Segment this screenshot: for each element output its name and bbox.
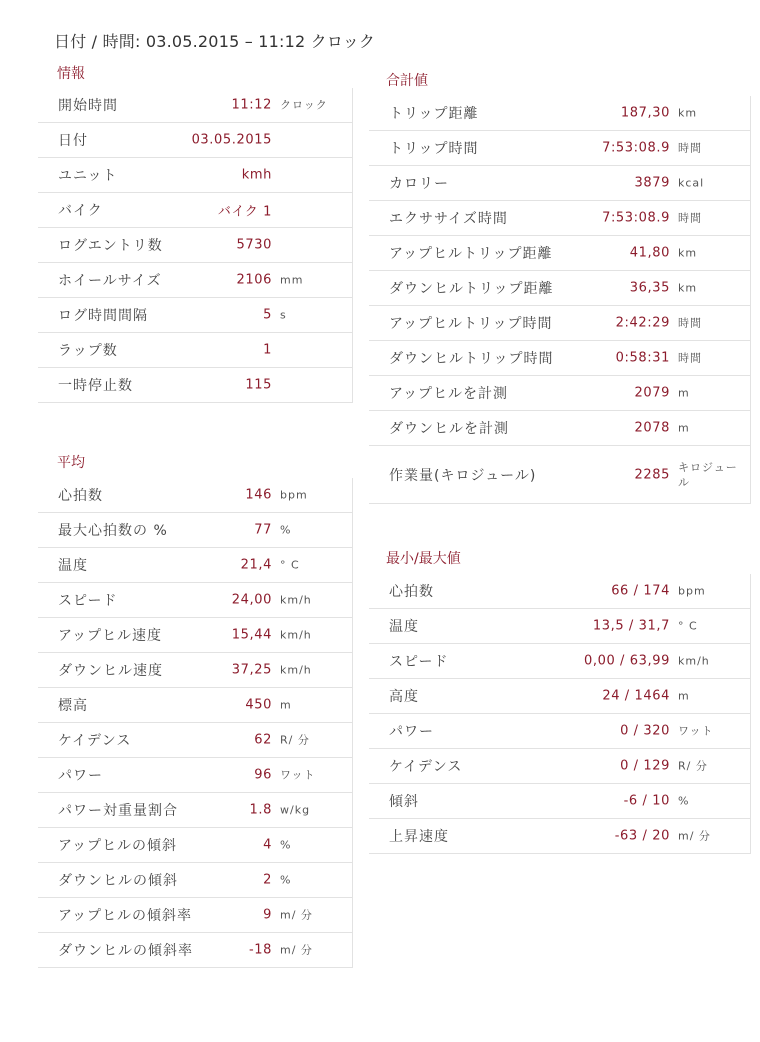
row-label: スピード: [389, 654, 449, 670]
average-row: [38, 898, 353, 933]
row-value: 37,25: [231, 662, 272, 678]
row-label: アップヒルを計測: [389, 386, 509, 402]
average-row: [38, 653, 353, 688]
row-label: アップヒル速度: [58, 628, 163, 644]
row-value: 9: [263, 907, 272, 923]
info-row: [38, 228, 353, 263]
totals-row: [369, 96, 751, 131]
minmax-row: [369, 644, 751, 679]
row-value: 2: [263, 872, 272, 888]
info-table: [38, 88, 353, 403]
row-label: ログエントリ数: [58, 238, 163, 254]
row-value: 13,5 / 31,7: [592, 618, 670, 634]
minmax-row: [369, 784, 751, 819]
row-value: 21,4: [240, 557, 272, 573]
row-label: スピード: [58, 593, 118, 609]
minmax-row: [369, 714, 751, 749]
average-row: [38, 618, 353, 653]
average-row: [38, 723, 353, 758]
totals-row: [369, 376, 751, 411]
row-label: 最大心拍数の %: [58, 523, 168, 539]
average-row: [38, 863, 353, 898]
row-value: -6 / 10: [623, 793, 670, 809]
row-value: 5730: [236, 237, 272, 253]
info-row: [38, 123, 353, 158]
minmax-row: [369, 574, 751, 609]
average-row: [38, 758, 353, 793]
row-label: トリップ距離: [389, 106, 479, 122]
info-row: [38, 263, 353, 298]
row-unit: m: [678, 689, 690, 703]
totals-row: [369, 411, 751, 446]
row-value: 2078: [634, 420, 670, 436]
totals-section-title: 合計値: [386, 73, 428, 89]
row-value: -63 / 20: [614, 828, 670, 844]
row-value: 66 / 174: [611, 583, 670, 599]
row-value: 41,80: [629, 245, 670, 261]
row-label: ケイデンス: [389, 759, 463, 775]
info-row: [38, 368, 353, 403]
row-unit: 時間: [678, 351, 702, 365]
info-row: [38, 298, 353, 333]
totals-row: [369, 306, 751, 341]
row-label: アップヒルの傾斜: [58, 838, 178, 854]
info-row: [38, 158, 353, 193]
row-label: 一時停止数: [58, 378, 133, 394]
average-row: [38, 478, 353, 513]
page-title: 日付 / 時間: 03.05.2015 – 11:12 クロック: [54, 32, 376, 51]
row-value: 187,30: [620, 105, 670, 121]
row-label: 心拍数: [58, 488, 103, 504]
row-label: ダウンヒルトリップ距離: [389, 281, 554, 297]
row-label: 開始時間: [58, 98, 118, 114]
row-value: 15,44: [231, 627, 272, 643]
row-label: パワー対重量割合: [58, 803, 178, 819]
row-label: エクササイズ時間: [389, 211, 508, 227]
row-value: 0 / 129: [620, 758, 670, 774]
row-unit: m/ 分: [678, 829, 711, 843]
row-value: 24,00: [231, 592, 272, 608]
row-label: 作業量(キロジュール): [389, 467, 537, 484]
totals-row: [369, 271, 751, 306]
row-unit: キロジュール: [678, 460, 738, 489]
info-row: [38, 193, 353, 228]
row-value: 5: [263, 307, 272, 323]
row-label: 標高: [58, 698, 88, 714]
row-value: 11:12: [231, 97, 272, 113]
row-unit: km/h: [280, 628, 312, 642]
row-label: アップヒルトリップ距離: [389, 246, 553, 262]
minmax-section-title: 最小/最大値: [386, 551, 461, 567]
average-row: [38, 828, 353, 863]
row-unit: w/kg: [280, 803, 311, 817]
row-label: ラップ数: [58, 343, 118, 359]
row-unit: ° C: [280, 558, 300, 572]
row-unit: R/ 分: [280, 733, 310, 747]
row-unit: 時間: [678, 316, 702, 330]
row-unit: クロック: [280, 98, 328, 112]
info-row: [38, 88, 353, 123]
average-row: [38, 513, 353, 548]
row-value: 36,35: [629, 280, 670, 296]
row-label: トリップ時間: [389, 141, 479, 157]
row-unit: R/ 分: [678, 759, 708, 773]
row-unit: m: [280, 698, 292, 712]
row-unit: km/h: [678, 654, 710, 668]
average-section-title: 平均: [57, 455, 85, 471]
row-value: バイク 1: [217, 204, 272, 220]
row-value: 77: [254, 522, 272, 538]
row-value: 3879: [634, 175, 670, 191]
row-label: 心拍数: [389, 584, 434, 600]
row-unit: 時間: [678, 211, 702, 225]
totals-row: [369, 131, 751, 166]
minmax-table: [369, 574, 751, 854]
row-label: パワー: [389, 724, 434, 740]
row-unit: s: [280, 308, 287, 322]
average-row: [38, 548, 353, 583]
row-value: 62: [254, 732, 272, 748]
row-value: 0 / 320: [620, 723, 670, 739]
row-unit: 時間: [678, 141, 702, 155]
row-unit: km: [678, 106, 698, 120]
row-label: 日付: [58, 133, 88, 149]
totals-row: [369, 236, 751, 271]
row-unit: m/ 分: [280, 943, 313, 957]
row-value: 2:42:29: [615, 315, 670, 331]
row-unit: ワット: [280, 768, 316, 782]
row-value: 115: [245, 377, 272, 393]
row-value: 2079: [634, 385, 670, 401]
row-value: 1: [263, 342, 272, 358]
row-unit: kcal: [678, 176, 705, 190]
row-value: 146: [245, 487, 272, 503]
totals-row: [369, 446, 751, 504]
row-value: 2285: [634, 467, 670, 482]
row-unit: mm: [280, 273, 304, 287]
totals-row: [369, 201, 751, 236]
row-unit: km/h: [280, 593, 312, 607]
row-unit: bpm: [678, 584, 706, 598]
row-label: 温度: [389, 619, 419, 635]
totals-row: [369, 341, 751, 376]
row-value: 0,00 / 63,99: [583, 653, 670, 669]
row-unit: ° C: [678, 619, 698, 633]
row-unit: km: [678, 281, 698, 295]
info-section-title: 情報: [57, 66, 85, 82]
row-label: アップヒルの傾斜率: [58, 908, 193, 924]
row-label: ログ時間間隔: [58, 308, 148, 324]
row-unit: %: [280, 873, 292, 887]
row-value: 24 / 1464: [602, 688, 670, 704]
row-label: 高度: [389, 689, 419, 705]
totals-table: [369, 96, 751, 504]
row-value: -18: [248, 942, 272, 958]
minmax-row: [369, 679, 751, 714]
row-label: ダウンヒルを計測: [389, 421, 509, 437]
row-label: ホイールサイズ: [58, 273, 162, 289]
row-unit: %: [280, 523, 292, 537]
row-unit: m: [678, 386, 690, 400]
row-label: パワー: [58, 768, 103, 784]
row-unit: ワット: [678, 724, 714, 738]
row-unit: km: [678, 246, 698, 260]
average-row: [38, 688, 353, 723]
row-unit: %: [678, 794, 690, 808]
average-row: [38, 583, 353, 618]
row-value: 7:53:08.9: [602, 140, 670, 156]
row-label: ケイデンス: [58, 733, 132, 749]
average-row: [38, 933, 353, 968]
row-label: バイク: [58, 203, 103, 219]
row-label: ダウンヒルの傾斜: [58, 873, 178, 889]
row-label: 上昇速度: [389, 829, 449, 845]
row-label: 傾斜: [389, 794, 419, 810]
row-label: ダウンヒルトリップ時間: [389, 351, 554, 367]
average-row: [38, 793, 353, 828]
row-label: ダウンヒル速度: [58, 663, 163, 679]
row-value: 0:58:31: [615, 350, 670, 366]
row-label: アップヒルトリップ時間: [389, 316, 553, 332]
row-label: ユニット: [58, 168, 118, 184]
minmax-row: [369, 609, 751, 644]
row-value: 7:53:08.9: [602, 210, 670, 226]
row-value: 2106: [236, 272, 272, 288]
row-value: 4: [263, 837, 272, 853]
info-row: [38, 333, 353, 368]
row-label: カロリー: [389, 176, 449, 192]
row-label: ダウンヒルの傾斜率: [58, 943, 193, 959]
row-unit: bpm: [280, 488, 308, 502]
row-unit: m/ 分: [280, 908, 313, 922]
row-label: 温度: [58, 558, 88, 574]
average-table: [38, 478, 353, 968]
row-value: 450: [245, 697, 272, 713]
minmax-row: [369, 819, 751, 854]
row-unit: %: [280, 838, 292, 852]
row-value: kmh: [241, 167, 272, 183]
row-value: 03.05.2015: [191, 132, 272, 148]
row-unit: m: [678, 421, 690, 435]
row-value: 1.8: [249, 802, 272, 818]
row-unit: km/h: [280, 663, 312, 677]
minmax-row: [369, 749, 751, 784]
totals-row: [369, 166, 751, 201]
row-value: 96: [254, 767, 272, 783]
